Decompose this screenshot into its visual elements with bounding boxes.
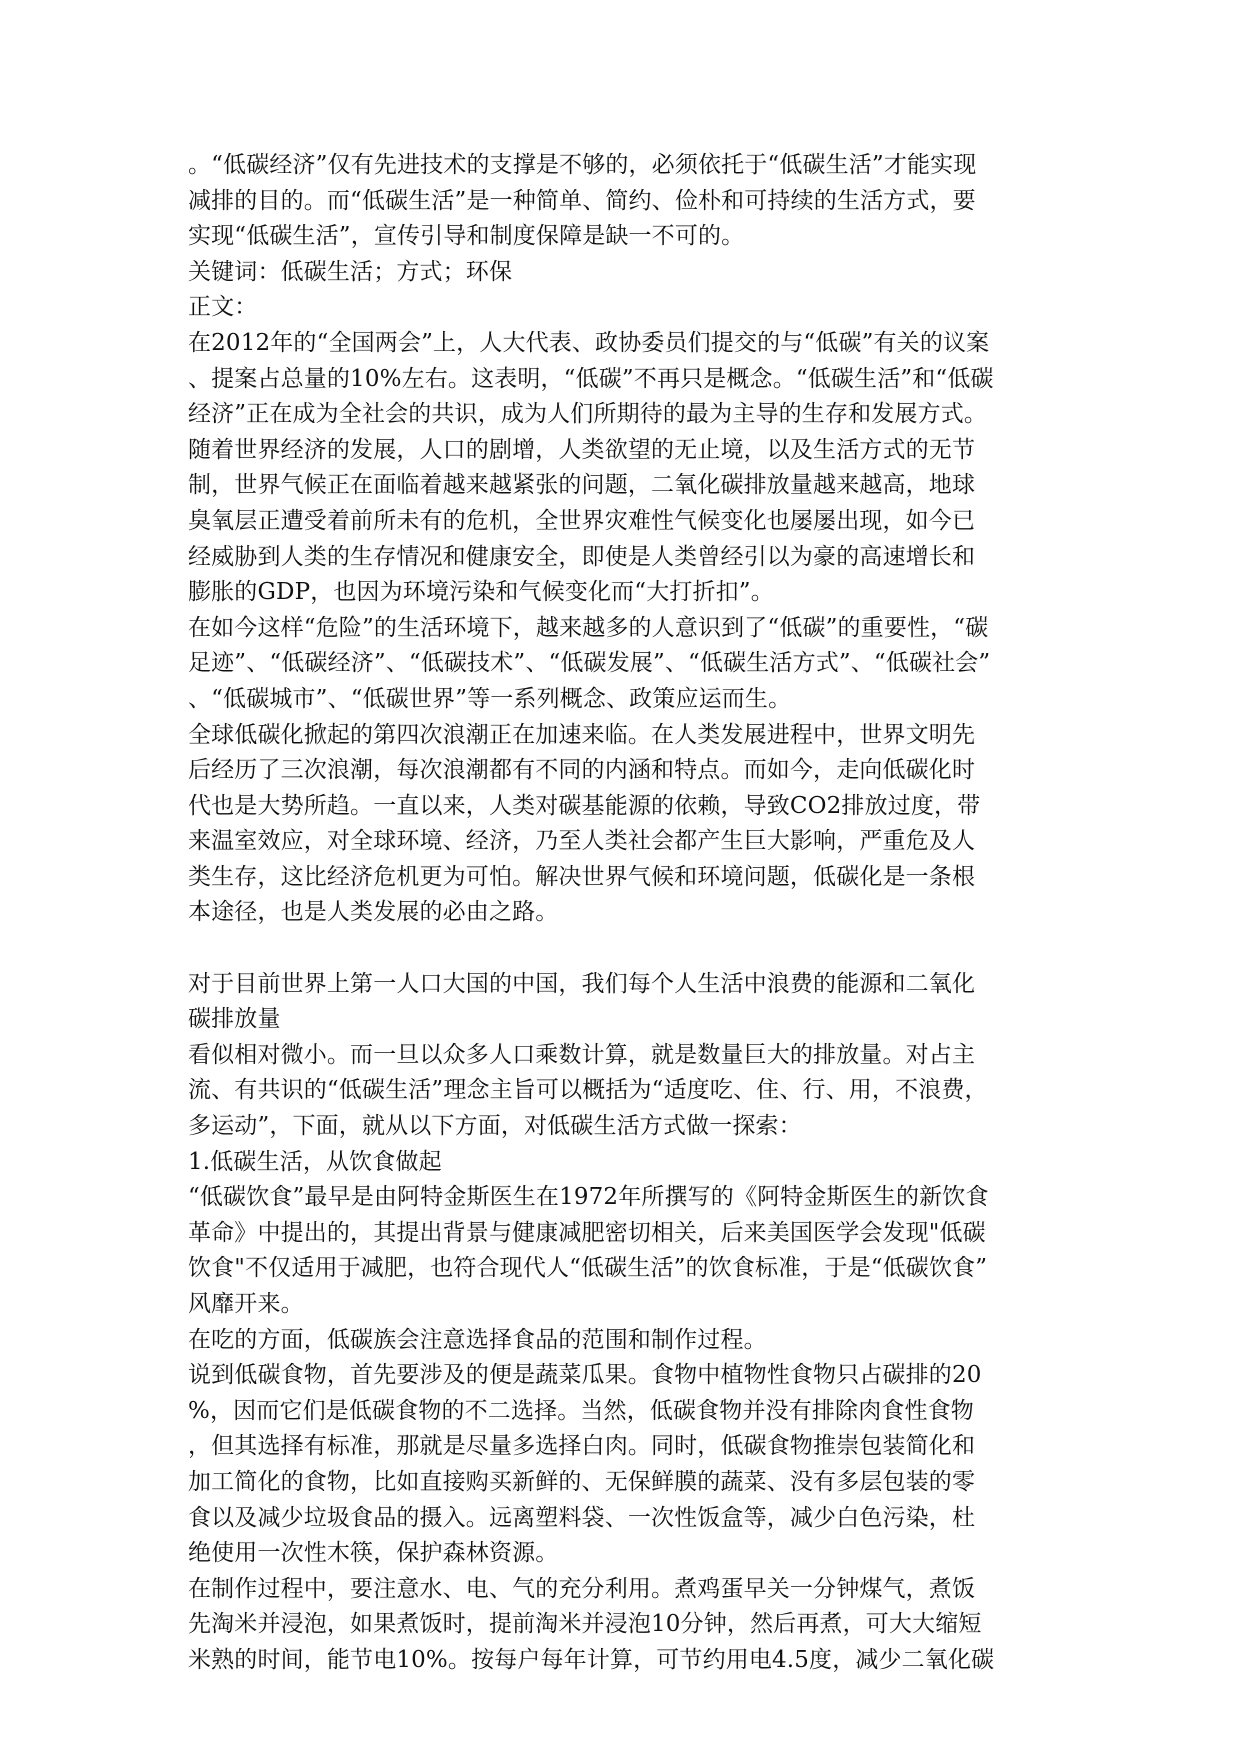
text-line: 臭氧层正遭受着前所未有的危机，全世界灾难性气候变化也屡屡出现，如今已 [188,507,976,534]
text-line: 先淘米并浸泡，如果煮饭时，提前淘米并浸泡10分钟，然后再煮，可大大缩短 [188,1611,982,1638]
text-line: 革命》中提出的，其提出背景与健康减肥密切相关，后来美国医学会发现"低碳 [188,1219,986,1246]
text-line: 来温室效应，对全球环境、经济，乃至人类社会都产生巨大影响，严重危及人 [188,828,976,855]
text-line: “低碳饮食”最早是由阿特金斯医生在1972年所撰写的《阿特金斯医生的新饮食 [188,1184,989,1211]
text-line: 代也是大势所趋。一直以来，人类对碳基能源的依赖，导致CO2排放过度，带 [188,792,981,819]
keywords-line: 关键词：低碳生活；方式；环保 [188,258,513,285]
text-line: 饮食"不仅适用于减肥，也符合现代人“低碳生活”的饮食标准，于是“低碳饮食” [188,1255,988,1282]
text-line: 流、有共识的“低碳生活”理念主旨可以概括为“适度吃、住、行、用，不浪费， [188,1077,988,1104]
text-line: 食以及减少垃圾食品的摄入。远离塑料袋、一次性饭盒等，减少白色污染，杜 [188,1504,976,1531]
text-line: 绝使用一次性木筷，保护森林资源。 [188,1540,559,1567]
text-line: 全球低碳化掀起的第四次浪潮正在加速来临。在人类发展进程中，世界文明先 [188,721,976,748]
text-line: 在制作过程中，要注意水、电、气的充分利用。煮鸡蛋早关一分钟煤气，煮饭 [188,1575,976,1602]
section-heading: 1.低碳生活，从饮食做起 [188,1148,442,1175]
text-line: 看似相对微小。而一旦以众多人口乘数计算，就是数量巨大的排放量。对占主 [188,1041,976,1068]
text-line: 说到低碳食物，首先要涉及的便是蔬菜瓜果。食物中植物性食物只占碳排的20 [188,1362,982,1389]
text-line: %，因而它们是低碳食物的不二选择。当然，低碳食物并没有排除肉食性食物 [188,1397,974,1424]
text-line: 米熟的时间，能节电10%。按每户每年计算，可节约用电4.5度，减少二氧化碳 [188,1646,995,1673]
text-line: 风靡开来。 [188,1291,304,1317]
text-line: 在2012年的“全国两会”上，人大代表、政协委员们提交的与“低碳”有关的议案 [188,329,990,356]
text-line: 多运动”，下面，就从以下方面，对低碳生活方式做一探索： [188,1113,802,1140]
text-line: ，但其选择有标准，那就是尽量多选择白肉。同时，低碳食物推崇包装简化和 [188,1433,976,1460]
text-line: 对于目前世界上第一人口大国的中国，我们每个人生活中浪费的能源和二氧化 [188,970,976,997]
document-page [188,148,1044,1679]
text-line: 本途径，也是人类发展的必由之路。 [188,899,559,926]
body-heading: 正文： [188,294,258,321]
text-line: 、“低碳城市”、“低碳世界”等一系列概念、政策应运而生。 [188,685,792,712]
text-line: 减排的目的。而“低碳生活”是一种简单、简约、俭朴和可持续的生活方式，要 [188,187,976,214]
text-line: 随着世界经济的发展，人口的剧增，人类欲望的无止境，以及生活方式的无节 [188,436,976,463]
text-line: 碳排放量 [188,1006,281,1033]
text-line: 加工简化的食物，比如直接购买新鲜的、无保鲜膜的蔬菜、没有多层包装的零 [188,1468,976,1495]
text-line: 实现“低碳生活”，宣传引导和制度保障是缺一不可的。 [188,223,745,250]
text-line: 在如今这样“危险”的生活环境下，越来越多的人意识到了“低碳”的重要性，“碳 [188,614,989,641]
text-line: 、提案占总量的10%左右。这表明，“低碳”不再只是概念。“低碳生活”和“低碳 [188,365,994,392]
text-line: 后经历了三次浪潮，每次浪潮都有不同的内涵和特点。而如今，走向低碳化时 [188,757,976,784]
text-line: 在吃的方面，低碳族会注意选择食品的范围和制作过程。 [188,1326,767,1353]
text-line: 足迹”、“低碳经济”、“低碳技术”、“低碳发展”、“低碳生活方式”、“低碳社会” [188,650,991,677]
text-line: 经威胁到人类的生存情况和健康安全，即使是人类曾经引以为豪的高速增长和 [188,543,976,570]
text-line: 经济”正在成为全社会的共识，成为人们所期待的最为主导的生存和发展方式。 [188,401,988,428]
text-line: 。“低碳经济”仅有先进技术的支撑是不够的，必须依托于“低碳生活”才能实现 [188,152,977,178]
text-line: 膨胀的GDP，也因为环境污染和气候变化而“大打折扣”。 [188,579,774,606]
text-line: 类生存，这比经济危机更为可怕。解决世界气候和环境问题，低碳化是一条根 [188,863,976,890]
text-line: 制，世界气候正在面临着越来越紧张的问题，二氧化碳排放量越来越高，地球 [188,472,976,499]
paragraph-gap [188,931,1044,967]
